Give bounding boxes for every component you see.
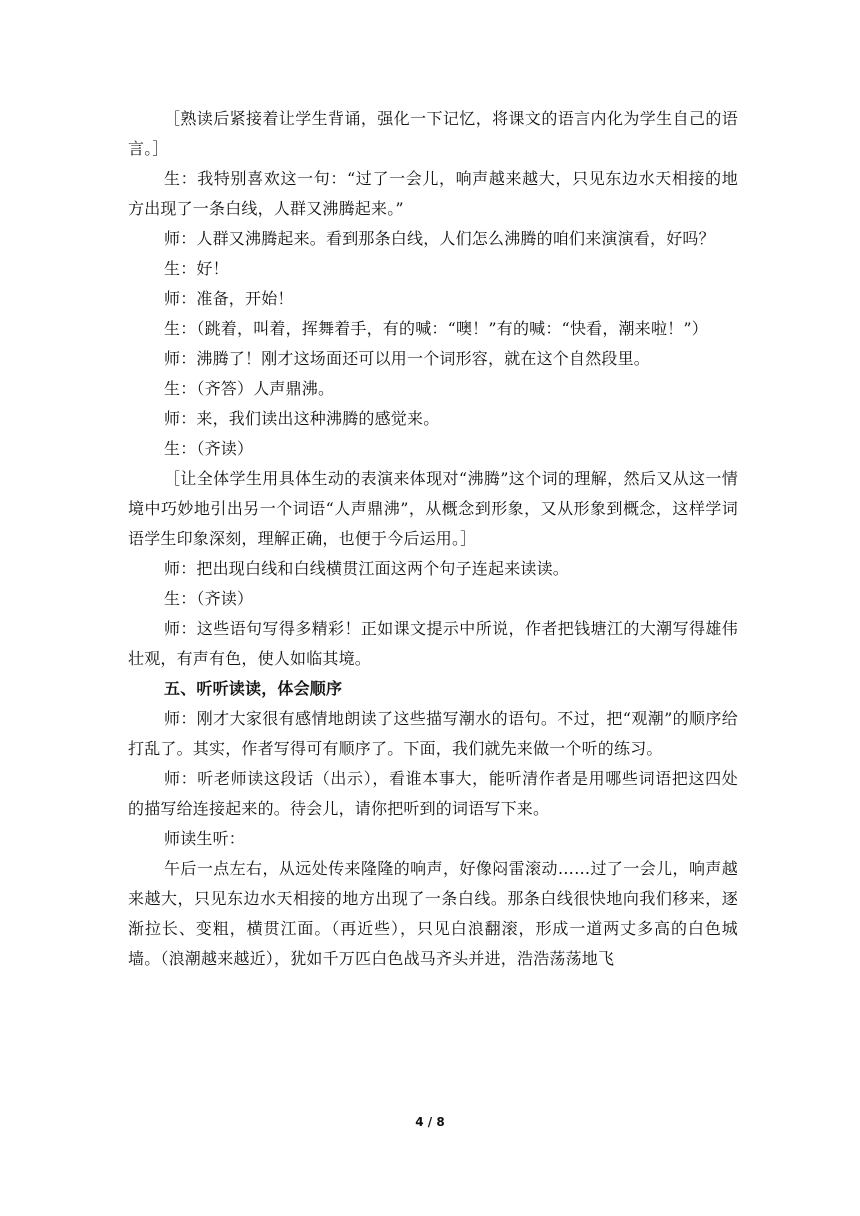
dialogue-line: 生：（齐答）人声鼎沸。 bbox=[164, 379, 335, 398]
reading-passage: 午后一点左右，从远处传来隆隆的响声，好像闷雷滚动……过了一会儿，响声越来越大，只见东边水天相接的地方出现了一条白线。那条白线很快地向我们移来，逐渐拉长、变粗，横贯江面。（再近些），只见白浪翻滚，形成一道两丈多高的白色城墙。（浪潮越来越近），犹如千万匹白色战马齐头并进，浩浩荡荡地飞 bbox=[128, 859, 738, 968]
page-body bbox=[128, 104, 738, 974]
dialogue-line: 师：人群又沸腾起来。看到那条白线，人们怎么沸腾的咱们来演演看，好吗？ bbox=[164, 229, 715, 248]
dialogue-line: 师：沸腾了！刚才这场面还可以用一个词形容，就在这个自然段里。 bbox=[164, 349, 651, 368]
teaching-note: ［让全体学生用具体生动的表演来体现对“沸腾”这个词的理解，然后又从这一情境中巧妙地引出另一个词语“人声鼎沸”，从概念到形象，又从形象到概念，这样学词语学生印象深刻，理解正确，也便于今后运用。］ bbox=[128, 469, 738, 548]
dialogue-line: 师：来，我们读出这种沸腾的感觉来。 bbox=[164, 409, 440, 428]
section-heading: 五、听听读读，体会顺序 bbox=[164, 679, 343, 698]
dialogue-line: 师：把出现白线和白线横贯江面这两个句子连起来读读。 bbox=[164, 559, 570, 578]
dialogue-line: 师：刚才大家很有感情地朗读了这些描写潮水的语句。不过，把“观潮”的顺序给打乱了。其实，作者写得可有顺序了。下面，我们就先来做一个听的练习。 bbox=[128, 709, 738, 758]
dialogue-line: 师：这些语句写得多精彩！正如课文提示中所说，作者把钱塘江的大潮写得雄伟壮观，有声有色，使人如临其境。 bbox=[128, 619, 738, 668]
dialogue-line: 生：（齐读） bbox=[164, 439, 254, 458]
dialogue-line: 师读生听： bbox=[164, 829, 246, 848]
dialogue-line: 师：准备，开始！ bbox=[164, 289, 294, 308]
page-number: 4 / 8 bbox=[415, 1115, 445, 1129]
dialogue-line: 生：我特别喜欢这一句：“过了一会儿，响声越来越大，只见东边水天相接的地方出现了一条白线，人群又沸腾起来。” bbox=[128, 169, 738, 218]
dialogue-line: 生：（跳着，叫着，挥舞着手，有的喊：“噢！”有的喊：“快看，潮来啦！”） bbox=[164, 319, 708, 338]
dialogue-line: 生：好！ bbox=[164, 259, 229, 278]
dialogue-line: 生：（齐读） bbox=[164, 589, 254, 608]
dialogue-line: 师：听老师读这段话（出示），看谁本事大，能听清作者是用哪些词语把这四处的描写给连接起来的。待会儿，请你把听到的词语写下来。 bbox=[128, 769, 738, 818]
teaching-note: ［熟读后紧接着让学生背诵，强化一下记忆，将课文的语言内化为学生自己的语言。］ bbox=[128, 109, 738, 158]
